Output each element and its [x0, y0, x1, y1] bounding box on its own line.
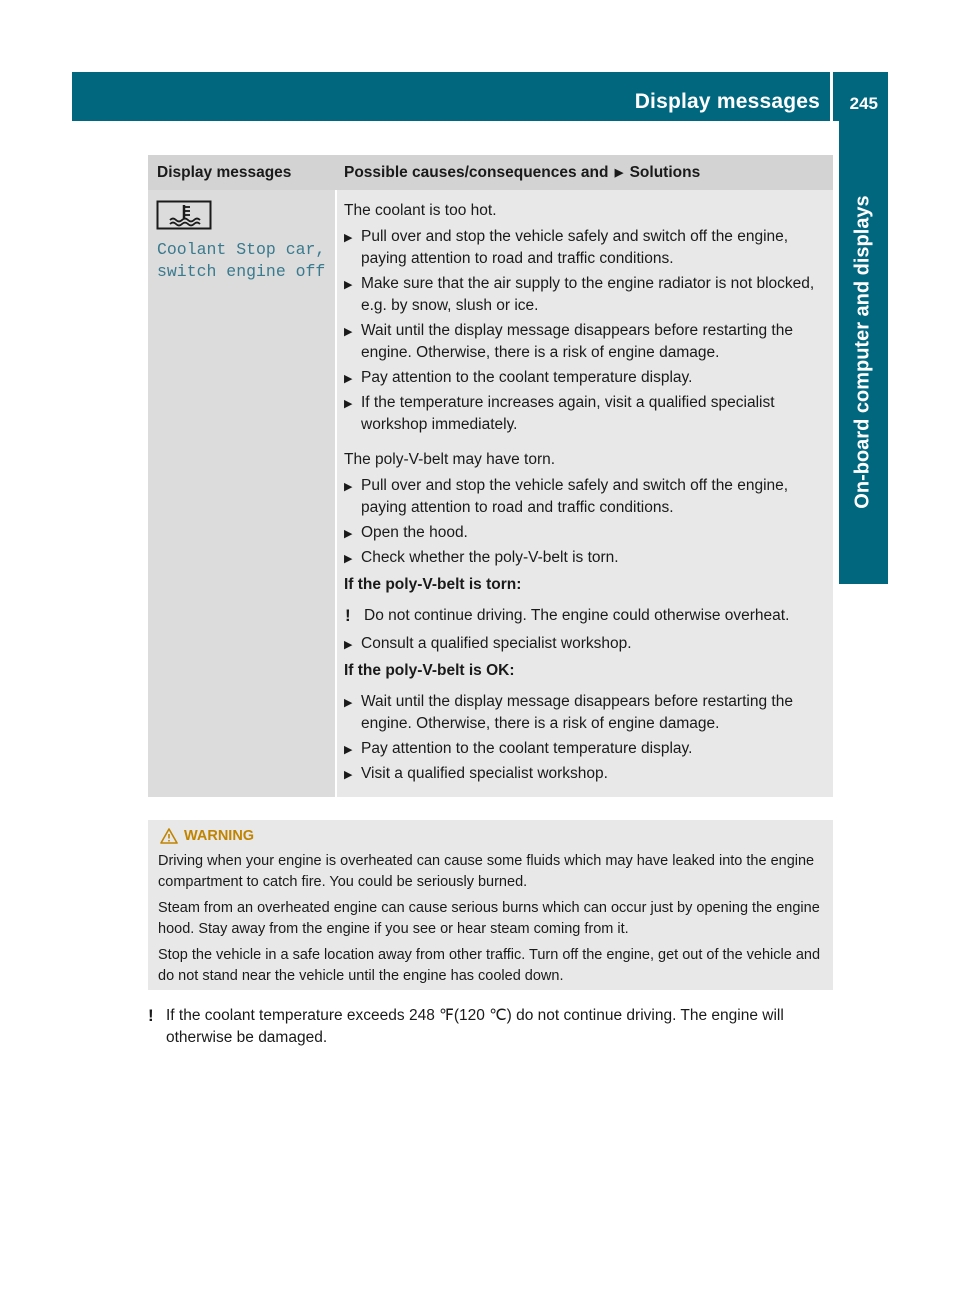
arrow-right-icon: ▶ — [344, 279, 353, 291]
arrow-right-icon: ▶ — [344, 744, 353, 756]
arrow-right-icon: ▶ — [344, 326, 353, 338]
warning-box — [148, 820, 833, 990]
warning-paragraph: Steam from an overheated engine can cause serious burns which can occur just by opening the engine hood. Stay away from the engine if you see or hear steam coming from it. — [158, 900, 820, 937]
table-body — [148, 190, 833, 797]
step-text: If the temperature increases again, visit a qualified specialist workshop immediately. — [361, 394, 775, 433]
table-header — [148, 155, 833, 190]
column-header-causes-solutions — [344, 164, 700, 182]
list-item — [344, 633, 826, 655]
belt-torn-heading: If the poly-V-belt is torn: — [344, 576, 522, 593]
arrow-right-icon: ▶ — [344, 553, 353, 565]
warning-triangle-icon — [160, 828, 178, 844]
step-text: Visit a qualified specialist workshop. — [361, 765, 608, 782]
coolant-too-hot-cell — [337, 190, 833, 437]
list-item — [344, 522, 826, 544]
warning-heading — [158, 826, 825, 848]
exclamation-icon: ! — [345, 606, 351, 625]
step-text: Check whether the poly-V-belt is torn. — [361, 549, 619, 566]
caution-text: Do not continue driving. The engine could otherwise overheat. — [364, 607, 790, 624]
caution-note — [148, 1005, 838, 1049]
section-title: Display messages — [634, 90, 820, 113]
list-item — [344, 226, 826, 270]
step-text: Pay attention to the coolant temperature display. — [361, 740, 693, 757]
step-text: Make sure that the air supply to the engine radiator is not blocked, e.g. by snow, slush or ice. — [361, 275, 815, 314]
list-item — [344, 738, 826, 760]
list-item — [344, 273, 826, 317]
arrow-right-icon: ▶ — [344, 398, 353, 410]
step-text: Open the hood. — [361, 524, 468, 541]
caution-text: If the coolant temperature exceeds 248 ℉(120 ℃) do not continue driving. The engine will otherwise be damaged. — [166, 1007, 784, 1046]
arrow-right-icon: ▶ — [614, 167, 624, 179]
step-text: Wait until the display message disappears before restarting the engine. Otherwise, there is a risk of engine damage. — [361, 322, 793, 361]
warning-title: WARNING — [184, 828, 255, 844]
display-messages-table — [148, 155, 833, 797]
cause-text: The coolant is too hot. — [344, 202, 497, 219]
arrow-right-icon: ▶ — [344, 528, 353, 540]
list-item — [344, 320, 826, 364]
display-message-cell — [148, 190, 335, 797]
arrow-right-icon: ▶ — [344, 639, 353, 651]
list-item — [344, 763, 826, 785]
column-header-solutions-text: Solutions — [629, 164, 701, 181]
cause-text: The poly-V-belt may have torn. — [344, 451, 556, 468]
list-item — [344, 475, 826, 519]
arrow-right-icon: ▶ — [344, 373, 353, 385]
warning-paragraph: Stop the vehicle in a safe location away from other traffic. Turn off the engine, get out of the vehicle and do not stand near the vehicle until the engine has cooled down. — [158, 947, 821, 984]
causes-solutions-column — [337, 190, 833, 797]
exclamation-icon: ! — [148, 1006, 154, 1025]
caution-note — [344, 605, 826, 627]
arrow-right-icon: ▶ — [344, 481, 353, 493]
poly-v-belt-cell — [337, 439, 833, 797]
list-item — [344, 392, 826, 436]
column-header-causes-text: Possible causes/consequences and — [344, 164, 609, 181]
list-item — [344, 367, 826, 389]
arrow-right-icon: ▶ — [344, 769, 353, 781]
warning-paragraph: Driving when your engine is overheated can cause some fluids which may have leaked into the engine compartment to catch fire. You could be seriously burned. — [158, 853, 815, 890]
arrow-right-icon: ▶ — [344, 697, 353, 709]
step-text: Wait until the display message disappears before restarting the engine. Otherwise, there is a risk of engine damage. — [361, 693, 793, 732]
list-item — [344, 691, 826, 735]
page-number: 245 — [849, 94, 878, 113]
chapter-title: On-board computer and displays — [851, 195, 874, 509]
arrow-right-icon: ▶ — [344, 232, 353, 244]
step-text: Consult a qualified specialist workshop. — [361, 635, 632, 652]
chapter-marker — [839, 534, 888, 584]
belt-ok-heading: If the poly-V-belt is OK: — [344, 662, 515, 679]
step-text: Pull over and stop the vehicle safely and switch off the engine, paying attention to road and traffic conditions. — [361, 228, 789, 267]
coolant-temperature-icon — [156, 200, 212, 230]
column-header-display-messages: Display messages — [157, 164, 292, 181]
list-item — [344, 547, 826, 569]
coolant-display-message: Coolant Stop car, switch engine off — [157, 240, 326, 281]
step-text: Pay attention to the coolant temperature display. — [361, 369, 693, 386]
page-header — [72, 72, 888, 121]
step-text: Pull over and stop the vehicle safely and switch off the engine, paying attention to road and traffic conditions. — [361, 477, 789, 516]
header-divider — [830, 72, 833, 121]
